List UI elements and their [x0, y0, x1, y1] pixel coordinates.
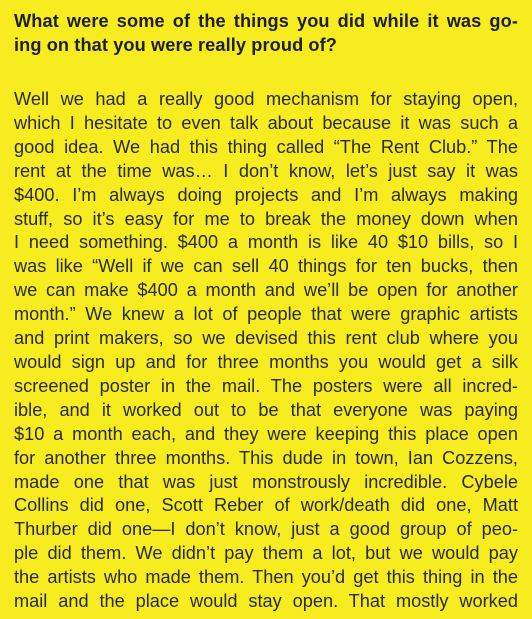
answer-line: month.” We knew a lot of people that were graphic artists [14, 304, 518, 325]
answer-line: screened poster in the mail. The posters were all incred- [14, 375, 518, 396]
question-line: What were some of the things you did while it was go- [14, 11, 518, 31]
answer-line: I need something. $400 a month is like 40 $10 bills, so I [14, 232, 518, 253]
answer-line: would sign up and for three months you would get a silk [14, 351, 518, 372]
answer-line: was like “Well if we can sell 40 things for ten bucks, then [14, 256, 518, 277]
interview-answer [14, 88, 518, 614]
answer-line: Well we had a really good mechanism for staying open, [14, 89, 518, 109]
answer-line: $400. I’m always doing projects and I’m always making [14, 184, 518, 205]
answer-line: mail and the place would stay open. That mostly worked [14, 591, 518, 612]
answer-line: ple did them. We didn’t pay them a lot, but we would pay [14, 543, 518, 564]
answer-line: made one that was just monstrously incredible. Cybele [14, 471, 518, 492]
answer-line: and print makers, so we devised this rent club where you [14, 328, 518, 349]
answer-line: we can make $400 a month and we’ll be open for another [14, 280, 518, 301]
answer-line: $10 a month each, and they were keeping this place open [14, 423, 518, 444]
answer-line: good idea. We had this thing called “The Rent Club.” The [14, 136, 518, 157]
answer-line: rent at the time was… I don’t know, let’s just say it was [14, 160, 518, 181]
interview-question [14, 9, 518, 57]
answer-line: stuff, so it’s easy for me to break the money down when [14, 208, 518, 229]
answer-line: the artists who made them. Then you’d get this thing in the [14, 567, 518, 588]
answer-line: for another three months. This dude in town, Ian Cozzens, [14, 447, 518, 468]
answer-line: which I hesitate to even talk about because it was such a [14, 112, 518, 133]
answer-line: Thurber did one—I don’t know, just a good group of peo- [14, 519, 518, 540]
answer-line: ible, and it worked out to be that everyone was paying [14, 399, 518, 420]
question-line: ing on that you were really proud of? [14, 35, 338, 55]
answer-line: Collins did one, Scott Reber of work/death did one, Matt [14, 495, 518, 516]
